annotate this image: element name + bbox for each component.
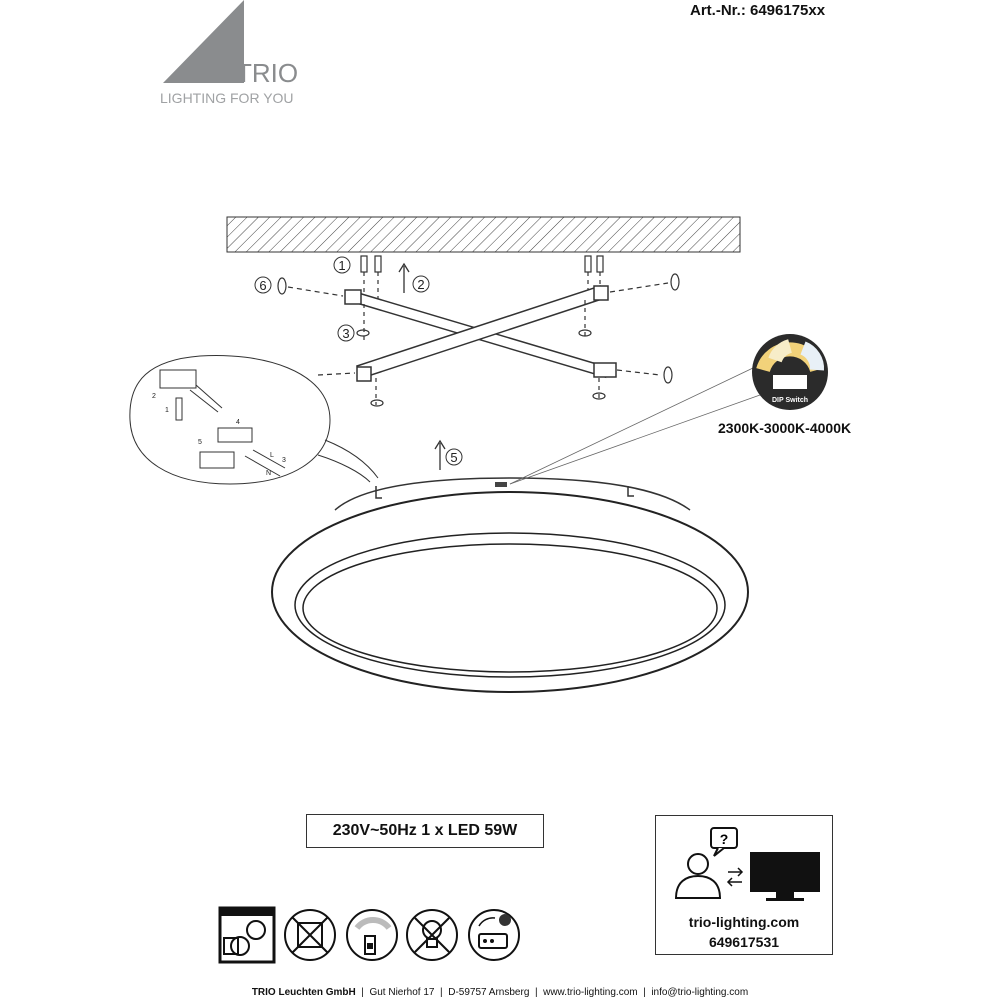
arrow-up-icon: [399, 264, 409, 293]
footer-website[interactable]: www.trio-lighting.com: [543, 987, 638, 998]
no-dimmer-icon: [281, 906, 339, 964]
exchange-arrows-icon: [728, 868, 742, 886]
mounting-bracket: [345, 286, 616, 381]
brand-name: TRIO: [236, 58, 299, 88]
wire-label-l: L: [270, 452, 274, 459]
dip-switch-label: DIP Switch: [771, 397, 809, 404]
wire-label-n: N: [266, 470, 272, 477]
ceiling: [227, 217, 740, 252]
led-not-replaceable-icon: [403, 906, 461, 964]
question-bubble-icon: [711, 828, 737, 856]
support-code: 649617531: [708, 934, 780, 950]
footer-street: Gut Nierhof 17: [369, 987, 435, 998]
brand-tagline: LIGHTING FOR YOU: [160, 90, 294, 106]
article-number: Art.-Nr.: 6496175xx: [690, 2, 826, 19]
step-3-label: 3: [342, 326, 350, 341]
wiring-step-1: 1: [165, 407, 169, 414]
wiring-step-2: 2: [152, 393, 156, 400]
color-temperature-range: 2300K-3000K-4000K: [718, 420, 852, 436]
monitor-icon: [750, 852, 820, 901]
dimmer-switch-icon: [343, 906, 401, 964]
footer: TRIO Leuchten GmbH | Gut Nierhof 17 | D-59757 Arnsberg | www.trio-lighting.com | info@trio-lighting.com: [251, 987, 749, 998]
footer-email[interactable]: info@trio-lighting.com: [651, 987, 749, 998]
wiring-step-5: 5: [198, 439, 202, 446]
support-box: [655, 815, 833, 955]
remote-app-icon: [465, 906, 523, 964]
user-icon: [676, 854, 720, 898]
footer-company: TRIO Leuchten GmbH: [251, 987, 356, 998]
arrow-up-icon: [435, 441, 445, 470]
wiring-step-3: 3: [282, 457, 286, 464]
svg-text:?: ?: [719, 831, 729, 847]
step-2-label: 2: [417, 277, 425, 292]
support-illustration: [656, 816, 832, 911]
electrical-specs: 230V~50Hz 1 x LED 59W: [306, 814, 544, 848]
step-1-label: 1: [338, 258, 346, 273]
step-6-label: 6: [259, 278, 267, 293]
wiring-detail: [130, 355, 378, 484]
support-website[interactable]: trio-lighting.com: [688, 914, 800, 930]
luminaire-ring: [272, 478, 748, 692]
wiring-step-4: 4: [236, 419, 240, 426]
footer-city: D-59757 Arnsberg: [448, 987, 530, 998]
protection-class-icon: [218, 906, 276, 964]
ceiling-dowels: [361, 256, 603, 300]
step-5-label: 5: [450, 450, 458, 465]
